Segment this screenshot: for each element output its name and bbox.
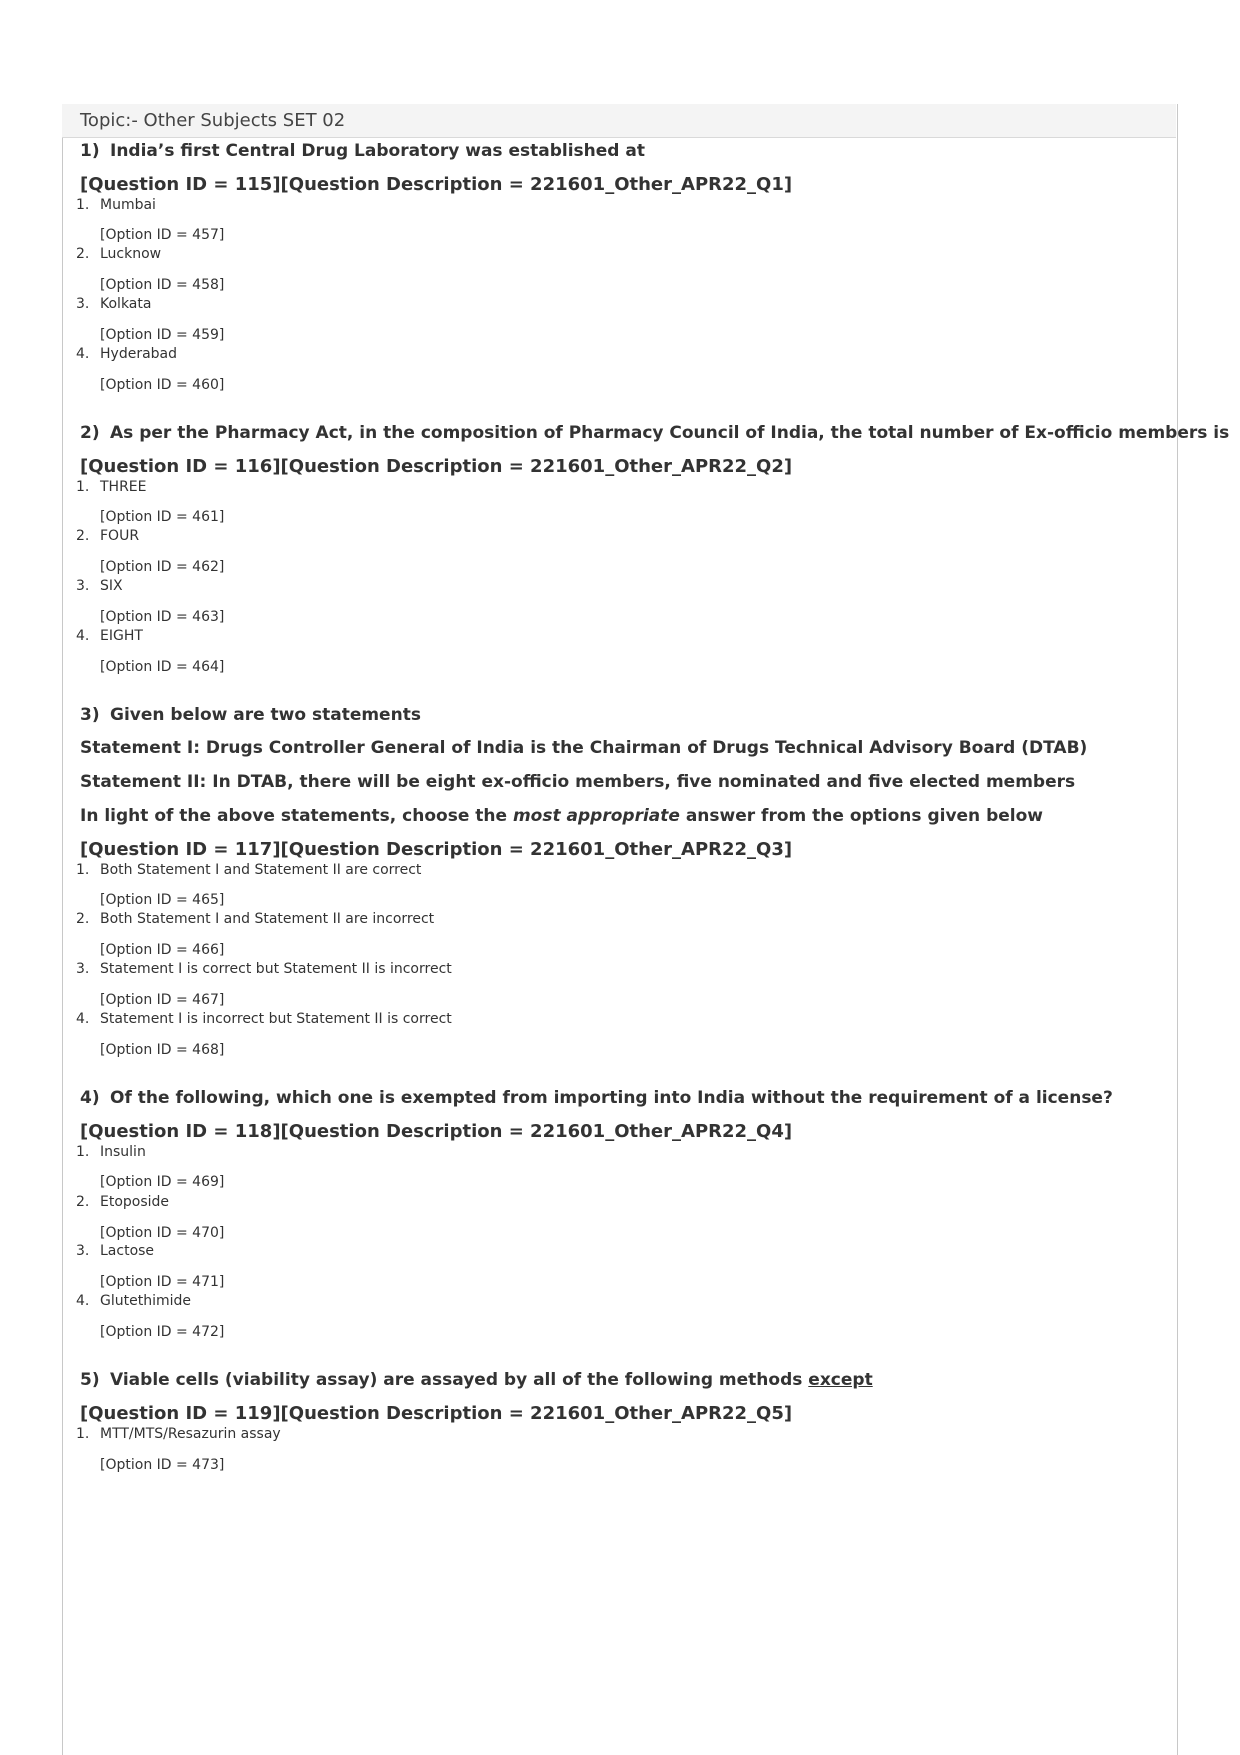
- question-3-statement-2: Statement II: In DTAB, there will be eight ex-officio members, five nominated and five elected members: [80, 772, 1076, 792]
- question-5-except: except: [808, 1370, 873, 1390]
- question-5-title: [80, 1370, 873, 1390]
- question-1-option-2: 2. Lucknow: [76, 246, 162, 262]
- question-4-option-4-id: [Option ID = 472]: [100, 1324, 225, 1340]
- question-3-option-3: 3. Statement I is correct but Statement II is incorrect: [76, 961, 452, 977]
- question-5-option-1-id: [Option ID = 473]: [100, 1457, 225, 1473]
- question-2-option-2: 2. FOUR: [76, 528, 140, 544]
- question-2-option-3-id: [Option ID = 463]: [100, 609, 225, 625]
- question-1-meta: [Question ID = 115][Question Description = 221601_Other_APR22_Q1]: [80, 174, 793, 195]
- question-5-number: 5): [80, 1370, 100, 1390]
- question-1-option-4: 4. Hyderabad: [76, 346, 177, 362]
- question-1-title: [80, 141, 645, 161]
- question-2-option-1: 1. THREE: [76, 479, 147, 495]
- question-3-option-1: 1. Both Statement I and Statement II are correct: [76, 862, 422, 878]
- question-2-text: As per the Pharmacy Act, in the composition of Pharmacy Council of India, the total number of Ex-officio members is: [110, 423, 1230, 443]
- question-2-option-4: 4. EIGHT: [76, 628, 143, 644]
- question-5-text: Viable cells (viability assay) are assayed by all of the following methods: [110, 1370, 809, 1390]
- question-3-instruction: In light of the above statements, choose the most appropriate answer from the options given below: [80, 806, 1043, 826]
- question-3-title: [80, 705, 421, 725]
- question-1-option-4-id: [Option ID = 460]: [100, 377, 225, 393]
- question-2-option-4-id: [Option ID = 464]: [100, 659, 225, 675]
- question-4-text: Of the following, which one is exempted from importing into India without the requirement of a license?: [110, 1088, 1113, 1108]
- question-4-option-1-id: [Option ID = 469]: [100, 1174, 225, 1190]
- question-1-option-1-id: [Option ID = 457]: [100, 227, 225, 243]
- question-1-option-3-id: [Option ID = 459]: [100, 327, 225, 343]
- question-3-option-3-id: [Option ID = 467]: [100, 992, 225, 1008]
- question-5-meta: [Question ID = 119][Question Description = 221601_Other_APR22_Q5]: [80, 1403, 793, 1424]
- question-2-option-2-id: [Option ID = 462]: [100, 559, 225, 575]
- question-3-statement-1: Statement I: Drugs Controller General of India is the Chairman of Drugs Technical Advisory Board (DTAB): [80, 738, 1088, 758]
- question-3-text: Given below are two statements: [110, 705, 421, 725]
- question-5-option-1: 1. MTT/MTS/Resazurin assay: [76, 1426, 281, 1442]
- question-4-title: [80, 1088, 1113, 1108]
- emphasis-text: most appropriate: [512, 806, 680, 826]
- question-2-title: [80, 423, 1229, 443]
- question-1-text: India’s first Central Drug Laboratory was established at: [110, 141, 645, 161]
- question-2-option-3: 3. SIX: [76, 578, 123, 594]
- question-4-option-1: 1. Insulin: [76, 1144, 146, 1160]
- question-4-number: 4): [80, 1088, 100, 1108]
- question-3-number: 3): [80, 705, 100, 725]
- question-1-option-1: 1. Mumbai: [76, 197, 156, 213]
- question-3-option-2: 2. Both Statement I and Statement II are incorrect: [76, 911, 435, 927]
- question-1-option-2-id: [Option ID = 458]: [100, 277, 225, 293]
- question-1-number: 1): [80, 141, 100, 161]
- question-4-option-4: 4. Glutethimide: [76, 1293, 191, 1309]
- question-3-option-4-id: [Option ID = 468]: [100, 1042, 225, 1058]
- question-3-meta: [Question ID = 117][Question Description = 221601_Other_APR22_Q3]: [80, 839, 793, 860]
- question-3-option-1-id: [Option ID = 465]: [100, 892, 225, 908]
- question-4-option-2-id: [Option ID = 470]: [100, 1225, 225, 1241]
- question-2-number: 2): [80, 423, 100, 443]
- question-4-meta: [Question ID = 118][Question Description = 221601_Other_APR22_Q4]: [80, 1121, 793, 1142]
- question-4-option-3: 3. Lactose: [76, 1243, 155, 1259]
- question-1-option-3: 3. Kolkata: [76, 296, 152, 312]
- question-4-option-2: 2. Etoposide: [76, 1194, 170, 1210]
- question-3-option-2-id: [Option ID = 466]: [100, 942, 225, 958]
- question-panel: [62, 104, 1178, 1755]
- question-3-option-4: 4. Statement I is incorrect but Statement II is correct: [76, 1011, 452, 1027]
- question-2-option-1-id: [Option ID = 461]: [100, 509, 225, 525]
- topic-header: [62, 104, 1176, 138]
- topic-title: Topic:- Other Subjects SET 02: [80, 110, 346, 131]
- question-4-option-3-id: [Option ID = 471]: [100, 1274, 225, 1290]
- question-2-meta: [Question ID = 116][Question Description = 221601_Other_APR22_Q2]: [80, 456, 793, 477]
